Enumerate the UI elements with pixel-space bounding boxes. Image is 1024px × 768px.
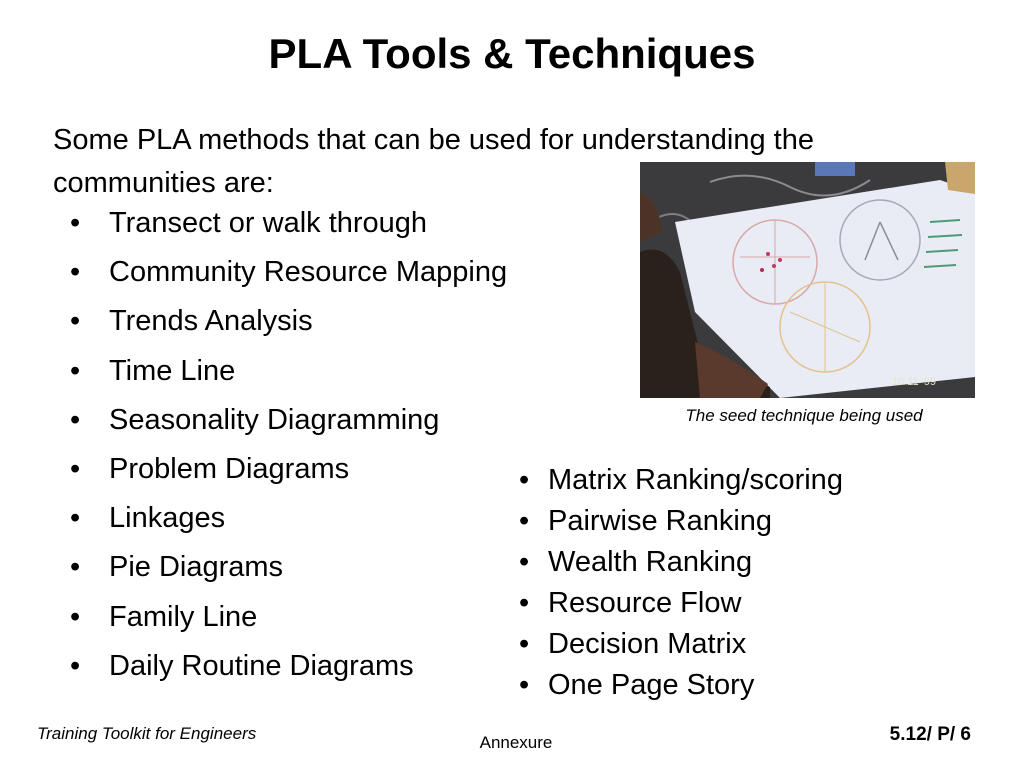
bullet-icon: • <box>70 256 81 289</box>
bullet-icon: • <box>70 600 81 633</box>
list-item-label: Seasonality Diagramming <box>109 403 440 436</box>
footer-page-number: 5.12/ P/ 6 <box>889 724 971 745</box>
bullet-icon: • <box>519 464 530 496</box>
list-item-label: Family Line <box>109 600 258 633</box>
list-item <box>62 445 507 494</box>
left-methods-list <box>62 199 507 691</box>
slide-title: PLA Tools & Techniques <box>268 30 756 77</box>
seed-technique-photo <box>640 162 975 398</box>
list-item <box>62 494 507 543</box>
bullet-icon: • <box>70 551 81 584</box>
list-item <box>62 248 507 297</box>
list-item <box>62 642 507 691</box>
bullet-icon: • <box>519 669 530 701</box>
list-item <box>519 501 843 542</box>
footer-section-label: Annexure <box>479 733 553 752</box>
list-item <box>519 460 843 501</box>
list-item-label: Pairwise Ranking <box>548 505 773 537</box>
bullet-icon: • <box>70 207 81 239</box>
list-item-label: Daily Routine Diagrams <box>109 649 414 682</box>
list-item <box>62 297 507 346</box>
list-item-label: Problem Diagrams <box>109 452 350 485</box>
list-item-label: Community Resource Mapping <box>109 256 508 289</box>
list-item <box>62 347 507 396</box>
bullet-icon: • <box>70 354 81 387</box>
list-item-label: Resource Flow <box>548 587 742 619</box>
right-methods-list <box>519 460 843 706</box>
list-item-label: Trends Analysis <box>109 305 313 338</box>
list-item <box>519 583 843 624</box>
footer-toolkit-name: Training Toolkit for Engineers <box>37 724 257 743</box>
list-item <box>62 396 507 445</box>
list-item-label: One Page Story <box>548 669 755 701</box>
bullet-icon: • <box>70 403 81 436</box>
photo-caption: The seed technique being used <box>685 406 923 425</box>
list-item <box>519 542 843 583</box>
bullet-icon: • <box>519 587 530 619</box>
list-item <box>519 624 843 665</box>
list-item <box>62 543 507 592</box>
list-item-label: Linkages <box>109 502 226 535</box>
bullet-icon: • <box>70 502 81 535</box>
bullet-icon: • <box>519 546 530 578</box>
list-item-label: Wealth Ranking <box>548 546 753 578</box>
list-item <box>62 199 507 248</box>
list-item-label: Matrix Ranking/scoring <box>548 464 843 496</box>
photo-date-stamp: 10 11 '99 <box>892 376 937 388</box>
list-item-label: Transect or walk through <box>109 207 428 239</box>
list-item-label: Decision Matrix <box>548 628 747 660</box>
bullet-icon: • <box>70 649 81 682</box>
list-item-label: Pie Diagrams <box>109 551 284 584</box>
list-item <box>62 593 507 642</box>
bullet-icon: • <box>70 452 81 485</box>
bullet-icon: • <box>519 628 530 660</box>
intro-text: Some PLA methods that can be used for understanding the communities are: <box>53 124 814 199</box>
list-item-label: Time Line <box>109 354 236 387</box>
bullet-icon: • <box>519 505 530 537</box>
list-item <box>519 665 843 706</box>
bullet-icon: • <box>70 305 81 338</box>
